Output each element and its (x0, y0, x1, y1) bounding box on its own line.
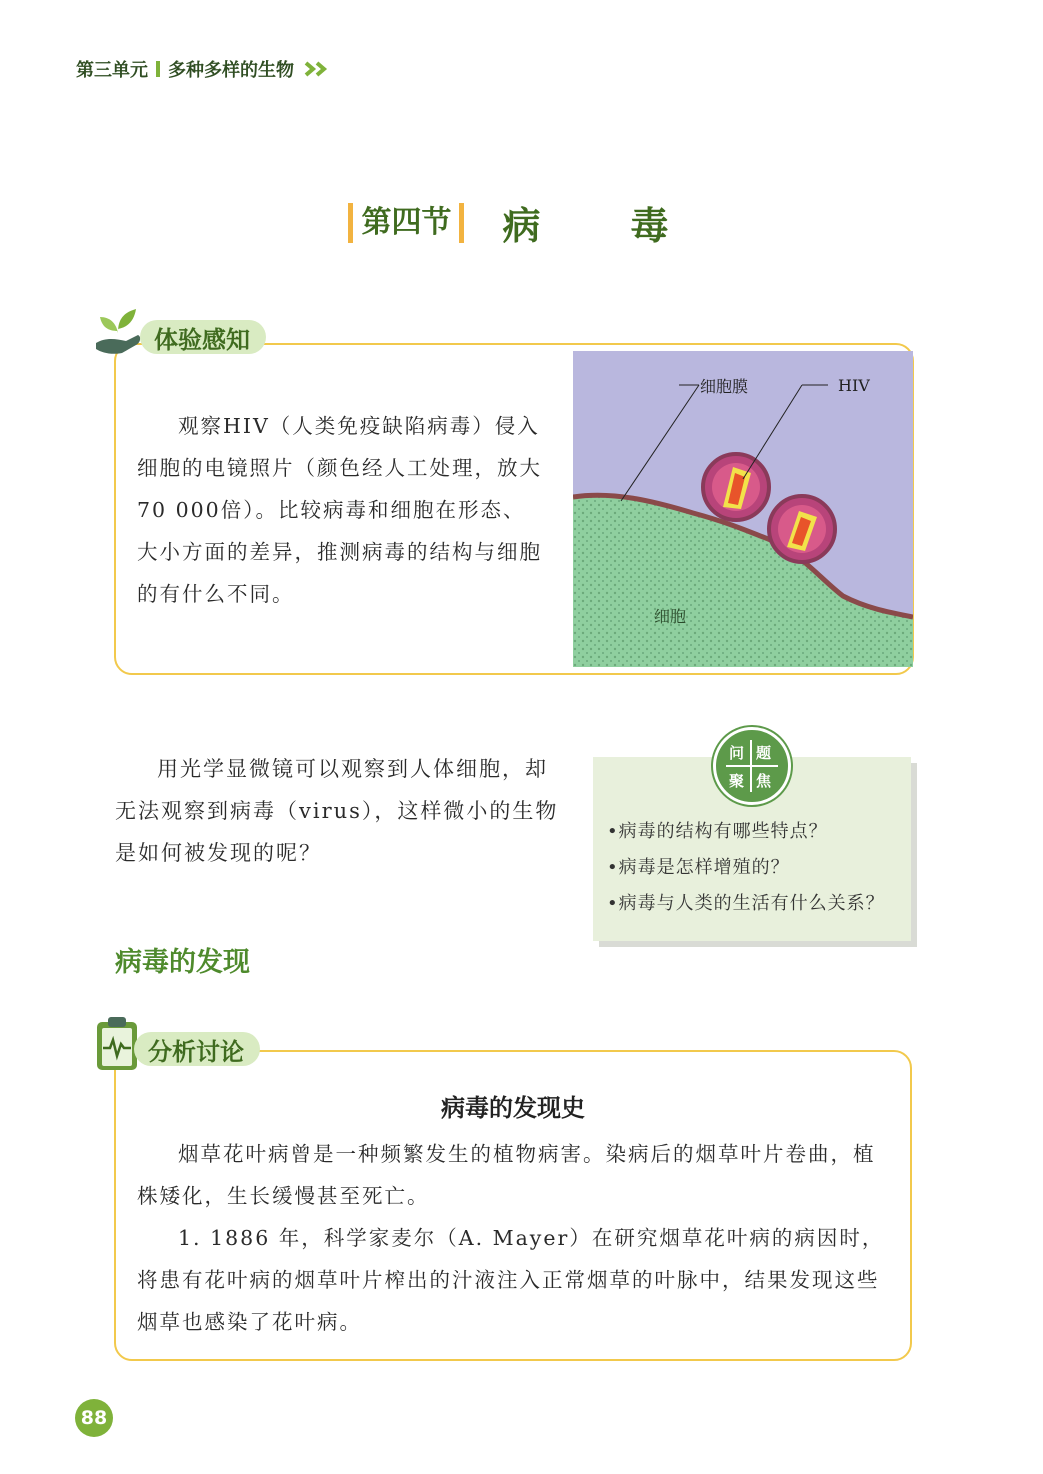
section-title (0, 195, 1043, 250)
question-item: •病毒与人类的生活有什么关系？ (607, 893, 885, 914)
label-hiv: HIV (838, 376, 870, 395)
analysis-tab (134, 1032, 260, 1066)
clipboard-chart-icon (94, 1014, 140, 1072)
unit-topic: 多种多样的生物 (168, 60, 294, 81)
hiv-particle-2 (769, 496, 835, 562)
badge-char-2: 题 (756, 744, 772, 762)
hiv-particle-1 (703, 454, 769, 520)
unit-label: 第三单元 (76, 60, 148, 81)
question-item: •病毒的结构有哪些特点？ (607, 821, 828, 842)
badge-char-1: 问 (729, 744, 745, 762)
discovery-heading: 病毒的发现 (115, 947, 250, 978)
experience-tab-label: 体验感知 (154, 325, 250, 354)
badge-char-3: 聚 (729, 772, 745, 790)
experience-text: 观察HIV（人类免疫缺陷病毒）侵入细胞的电镜照片（颜色经人工处理，放大70 000倍）。比较病毒和细胞在形态、大小方面的差异，推测病毒的结构与细胞的有什么不同。 (137, 414, 542, 606)
badge-divider-h (726, 765, 778, 767)
question-focus-badge (713, 727, 791, 805)
question-list (607, 814, 907, 922)
analysis-paragraph-2: 1. 1886 年，科学家麦尔（A. Mayer）在研究烟草花叶病的病因时，将患有花叶病的烟草叶片榨出的汁液注入正常烟草的叶脉中，结果发现这些烟草也感染了花叶病。 (137, 1226, 885, 1334)
label-cell-membrane: 细胞膜 (700, 377, 749, 396)
analysis-tab-label: 分析讨论 (148, 1037, 244, 1066)
intro-text: 用光学显微镜可以观察到人体细胞，却无法观察到病毒（virus），这样微小的生物是如何被发现的呢？ (115, 757, 559, 865)
unit-divider (156, 61, 160, 77)
label-cell: 细胞 (654, 607, 687, 626)
unit-header (76, 56, 330, 82)
hiv-micrograph (573, 351, 913, 667)
double-chevron-icon (304, 61, 330, 77)
sprout-hand-icon (92, 303, 144, 359)
page-number: 88 (75, 1399, 113, 1437)
section-name: 病 毒 (502, 204, 695, 248)
badge-char-4: 焦 (756, 772, 772, 790)
analysis-title: 病毒的发现史 (441, 1094, 585, 1122)
experience-tab (140, 320, 266, 354)
question-item: •病毒是怎样增殖的？ (607, 857, 790, 878)
analysis-paragraph-1: 烟草花叶病曾是一种频繁发生的植物病害。染病后的烟草叶片卷曲，植株矮化，生长缓慢甚至死亡。 (137, 1142, 876, 1208)
section-number: 第四节 (348, 203, 464, 243)
